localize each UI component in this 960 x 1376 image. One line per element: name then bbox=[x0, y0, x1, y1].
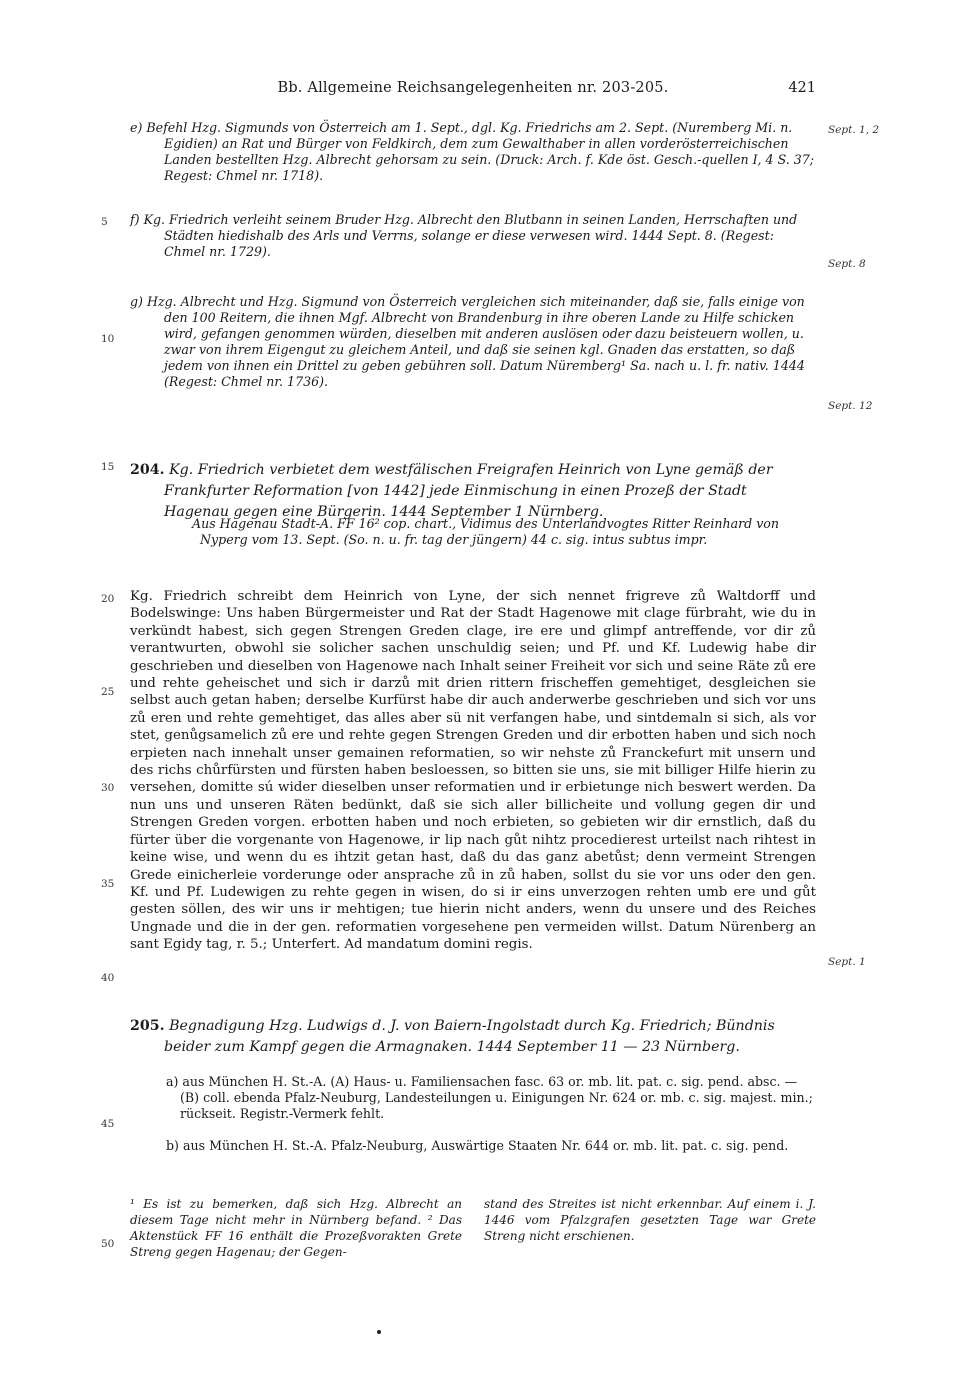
line-number: 30 bbox=[101, 782, 115, 794]
line-number: 25 bbox=[101, 686, 115, 698]
page-number: 421 bbox=[788, 80, 816, 96]
document-heading-text: Kg. Friedrich verbietet dem westfälischen Freigrafen Heinrich von Lyne gemäß der Frankfurter Reformation [von 1442] jede Einmischung in einen Prozeß der Stadt Hagenau gegen eine Bürgerin. 1444 September 1 Nürnberg. bbox=[164, 462, 773, 520]
document-205-source-b bbox=[130, 1138, 816, 1154]
item-text: f) Kg. Friedrich verleiht seinem Bruder Hzg. Albrecht den Blutbann in seinen Landen, Herrschaften und Städten hiedishalb des Arls und Verrns, solange er diese verwesen wird. 1444 Sept. 8. (Regest: Chmel nr. 1729). bbox=[130, 212, 798, 259]
source-note: Aus Hagenau Stadt-A. FF 16² cop. chart., Vidimus des Unterlandvogtes Ritter Reinhard von Nyperg vom 13. Sept. (So. n. u. fr. tag der jüngern) 44 c. sig. intus subtus impr. bbox=[192, 516, 779, 547]
document-205-heading bbox=[130, 1016, 816, 1058]
item-203-g bbox=[130, 294, 816, 390]
item-text: g) Hzg. Albrecht und Hzg. Sigmund von Österreich vergleichen sich miteinander, daß sie, falls einige von den 100 Reitern, die ihnen Mgf. Albrecht von Brandenburg in ihre oberen Lande zu Hilfe schicken wird, gefangen genommen würden, dieselben mit anderen auslösen oder dazu beisteuern wollen, u. zwar von ihrem Eigengut zu gleichem Anteil, und daß sie seinen kgl. Gnaden das erstatten, so daß jedem von ihnen ein Drittel zu geben gebühren soll. Datum Nüremberg¹ Sa. nach u. l. fr. nativ. 1444 (Regest: Chmel nr. 1736). bbox=[130, 294, 805, 389]
line-number: 40 bbox=[101, 972, 115, 984]
line-number: 35 bbox=[101, 878, 115, 890]
document-204-source bbox=[130, 516, 816, 548]
margin-date-note: Sept. 1 bbox=[828, 956, 866, 968]
running-title: Bb. Allgemeine Reichsangelegenheiten nr. 203-205. bbox=[277, 80, 669, 96]
margin-date-note: Sept. 1, 2 bbox=[828, 124, 880, 136]
line-number: 50 bbox=[101, 1238, 115, 1250]
document-number: 205. bbox=[130, 1018, 165, 1034]
running-header bbox=[130, 80, 816, 102]
line-number: 5 bbox=[101, 216, 108, 228]
document-number: 204. bbox=[130, 462, 165, 478]
source-note: a) aus München H. St.-A. (A) Haus- u. Familiensachen fasc. 63 or. mb. lit. pat. c. sig. pend. absc. — (B) coll. ebenda Pfalz-Neuburg, Landesteilungen u. Einigungen Nr. 624 or. mb. c. sig. majest. min.; rückseit. Registr.-Vermerk fehlt. bbox=[166, 1074, 813, 1121]
margin-date-note: Sept. 8 bbox=[828, 258, 866, 270]
margin-date-note: Sept. 12 bbox=[828, 400, 873, 412]
line-number: 20 bbox=[101, 593, 115, 605]
footnotes-left: ¹ Es ist zu bemerken, daß sich Hzg. Albrecht an diesem Tage nicht mehr in Nürnberg befand. ² Das Aktenstück FF 16 enthält die Prozeßvorakten Grete Streng gegen Hagenau; der Gegen- bbox=[130, 1197, 462, 1259]
page-mark-dot bbox=[377, 1330, 381, 1334]
document-205-source-a bbox=[130, 1074, 816, 1122]
source-note: b) aus München H. St.-A. Pfalz-Neuburg, Auswärtige Staaten Nr. 644 or. mb. lit. pat. c. sig. pend. bbox=[166, 1138, 789, 1153]
line-number: 45 bbox=[101, 1118, 115, 1130]
document-body-text: Kg. Friedrich schreibt dem Heinrich von Lyne, der sich nennet frigreve zů Waltdorff und Bodelswinge: Uns haben Bürgermeister und Rat der Stadt Hagenowe mit clage fürbraht, wie du in verkündt habest, sich gegen Strengen Greden clage, ire ere und glimpf antreffende, vor dir zů verantwurten, obwohl sie solicher sachen unschuldig seien; und Pf. und Kf. Ludewig habe dir geschrieben und dieselben von Hagenowe nach Inhalt seiner Freiheit vor sich und seine Räte zů ere und rehte geheischet und sich ir darzů mit drien rittern frischeffen gemehtiget, desgleichen sie selbst auch getan haben; derselbe Kurfürst habe dir auch anderwerbe geschrieben und sich vor uns zů eren und rehte gemehtiget, das alles aber sü nit verfangen habe, und sintdemaln si sich, als vor stet, genůgsamelich zů ere und rehte gegen Strengen Greden und dir erbotten haben und sich noch erpieten nach innehalt unser gemainen reformatien, so wir nehste zů Franckefurt mit unsern und des richs chůrfürsten und fürsten haben besloessen, so bitten sie uns, sie mit billiger Hilfe hierin zu versehen, domitte sú wider dieselben unser reformatien und ir erbietunge nich beswert werden. Da nun uns und unseren Räten bedünkt, daß sie sich aller billicheite und vollung gegen dir und Strengen Greden vorgen. erbotten haben und noch erbieten, so gebieten wir dir ernstlich, daß du fürter über die vorgenante von Hagenowe, ir lip nach gůt nihtz procedierest urteilst nach rihtest in keine wise, und wenn du es ihtzit getan hast, daß du das ganz abetůst; denn vermeint Strengen Grede einicherleie vorderunge oder ansprache zů in zů haben, sollst du sie vor uns oder den gen. Kf. und Pf. Ludewigen zu rehte gegen in wisen, do si ir eins unverzogen rehten umb ere und gůt gesten söllen, des wir uns ir mehtigen; tue hierin nicht anders, wenn du unsere und des Reiches Ungnade und die in der gen. reformatien vorgesehene pen vermeiden willst. Datum Nürenberg an sant Egidy tag, r. 5.; Unterfert. Ad mandatum domini regis. bbox=[130, 589, 816, 953]
item-text: e) Befehl Hzg. Sigmunds von Österreich am 1. Sept., dgl. Kg. Friedrichs am 2. Sept. (Nuremberg Mi. n. Egidien) an Rat und Bürger von Feldkirch, dem zum Gewalthaber in allen vorderösterreichischen Landen bestellten Hzg. Albrecht gehorsam zu sein. (Druck: Arch. f. Kde öst. Gesch.-quellen I, 4 S. 37; Regest: Chmel nr. 1718). bbox=[130, 120, 815, 183]
document-heading-text: Begnadigung Hzg. Ludwigs d. J. von Baiern-Ingolstadt durch Kg. Friedrich; Bündnis beider zum Kampf gegen die Armagnaken. 1444 September 11 — 23 Nürnberg. bbox=[164, 1018, 775, 1055]
line-number: 10 bbox=[101, 333, 115, 345]
document-204-body bbox=[130, 588, 816, 954]
document-204-heading bbox=[130, 460, 816, 523]
footnotes-right: stand des Streites ist nicht erkennbar. Auf einem i. J. 1446 vom Pfalzgrafen gesetzten Tage war Grete Streng nicht erschienen. bbox=[484, 1197, 816, 1243]
line-number: 15 bbox=[101, 461, 115, 473]
item-203-f bbox=[130, 212, 816, 260]
item-203-e bbox=[130, 120, 816, 184]
